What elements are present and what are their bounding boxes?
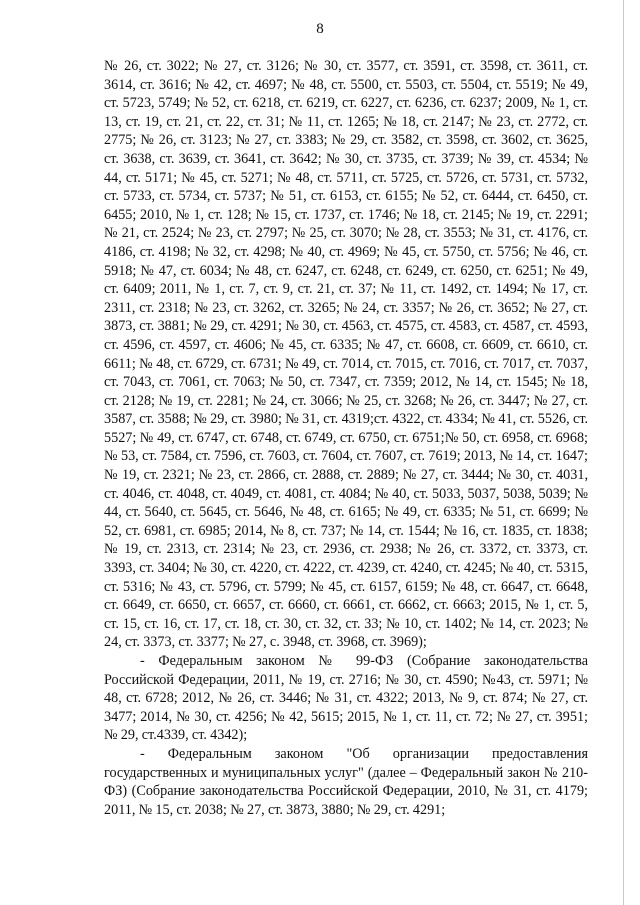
paragraph-continuation: № 26, ст. 3022; № 27, ст. 3126; № 30, ст. 3577, ст. 3591, ст. 3598, ст. 3611, ст. 3614, ст. 3616; № 42, ст. 4697; № 48, ст. 5500, ст. 5503, ст. 5504, ст. 5519; № 49, ст. 5723, 5749; № 52, ст. 6218, ст. 6219, ст. 6227, ст. 6236, ст. 6237; 2009, № 1, ст. 13, ст. 19, ст. 21, ст. 22, ст. 31; № 11, ст. 1265; № 18, ст. 2147; № 23, ст. 2772, ст. 2775; № 26, ст. 3123; № 27, ст. 3383; № 29, ст. 3582, ст. 3598, ст. 3602, ст. 3625, ст. 3638, ст. 3639, ст. 3641, ст. 3642; № 30, ст. 3735, ст. 3739; № 39, ст. 4534; № 44, ст. 5171; № 45, ст. 5271; № 48, ст. 5711, ст. 5725, ст. 5726, ст. 5731, ст. 5732, ст. 5733, ст. 5734, ст. 5737; № 51, ст. 6153, ст. 6155; № 52, ст. 6444, ст. 6450, ст. 6455; 2010, № 1, ст. 128; № 15, ст. 1737, ст. 1746; № 18, ст. 2145; № 19, ст. 2291; № 21, ст. 2524; № 23, ст. 2797; № 25, ст. 3070; № 28, ст. 3553; № 31, ст. 4176, ст. 4186, ст. 4198; № 32, ст. 4298; № 40, ст. 4969; № 45, ст. 5750, ст. 5756; № 46, ст. 5918; № 47, ст. 6034; № 48, ст. 6247, ст. 6248, ст. 6249, ст. 6250, ст. 6251; № 49, ст. 6409; 2011, № 1, ст. 7, ст. 9, ст. 21, ст. 37; № 11, ст. 1492, ст. 1494; № 17, ст. 2311, ст. 2318; № 23, ст. 3262, ст. 3265; № 24, ст. 3357; № 26, ст. 3652; № 27, ст. 3873, ст. 3881; № 29, ст. 4291; № 30, ст. 4563, ст. 4575, ст. 4583, ст. 4587, ст. 4593, ст. 4596, ст. 4597, ст. 4606; № 45, ст. 6335; № 47, ст. 6608, ст. 6609, ст. 6610, ст. 6611; № 48, ст. 6729, ст. 6731; № 49, ст. 7014, ст. 7015, ст. 7016, ст. 7017, ст. 7037, ст. 7043, ст. 7061, ст. 7063; № 50, ст. 7347, ст. 7359; 2012, № 14, ст. 1545; № 18, ст. 2128; № 19, ст. 2281; № 24, ст. 3066; № 25, ст. 3268; № 26, ст. 3447; № 27, ст. 3587, ст. 3588; № 29, ст. 3980; № 31, ст. 4319;ст. 4322, ст. 4334; № 41, ст. 5526, ст. 5527; № 49, ст. 6747, ст. 6748, ст. 6749, ст. 6750, ст. 6751;№ 50, ст. 6958, ст. 6968; № 53, ст. 7584, ст. 7596, ст. 7603, ст. 7604, ст. 7607, ст. 7619; 2013, № 14, ст. 1647; № 19, ст. 2321; № 23, ст. 2866, ст. 2888, ст. 2889; № 27, ст. 3444; № 30, ст. 4031, ст. 4046, ст. 4048, ст. 4049, ст. 4081, ст. 4084; № 40, ст. 5033, 5037, 5038, 5039; № 44, ст. 5640, ст. 5645, ст. 5646, № 48, ст. 6165; № 49, ст. 6335; № 51, ст. 6699; № 52, ст. 6981, ст. 6985; 2014, № 8, ст. 737; № 14, ст. 1544; № 16, ст. 1835, ст. 1838; № 19, ст. 2313, ст. 2314; № 23, ст. 2936, ст. 2938; № 26, ст. 3372, ст. 3373, ст. 3393, ст. 3404; № 30, ст. 4220, ст. 4222, ст. 4239, ст. 4240, ст. 4245; № 40, ст. 5315, ст. 5316; № 43, ст. 5796, ст. 5799; № 45, ст. 6157, 6159; № 48, ст. 6647, ст. 6648, ст. 6649, ст. 6650, ст. 6657, ст. 6660, ст. 6661, ст. 6662, ст. 6663; 2015, № 1, ст. 5, ст. 15, ст. 16, ст. 17, ст. 18, ст. 30, ст. 32, ст. 33; № 10, ст. 1402; № 14, ст. 2023; № 24, ст. 3373, ст. 3377; № 27, с. 3948, ст. 3968, ст. 3969); xyxy=(104,58,588,651)
document-body xyxy=(104,57,588,819)
paragraph-law-210fz: - Федеральным законом "Об организации предоставления государственных и муниципальных услуг" (далее – Федеральный закон № 210-ФЗ) (Собрание законодательства Российской Федерации, 2010, № 31, ст. 4179; 2011, № 15, ст. 2038; № 27, ст. 3873, 3880; № 29, ст. 4291; xyxy=(104,745,588,818)
page-edge xyxy=(623,0,624,905)
paragraph-law-99fz: - Федеральным законом № 99-ФЗ (Собрание законодательства Российской Федерации, 2011, № 19, ст. 2716; № 30, ст. 4590; №43, ст. 5971; № 48, ст. 6728; 2012, № 26, ст. 3446; № 31, ст. 4322; 2013, № 9, ст. 874; № 27, ст. 3477; 2014, № 30, ст. 4256; № 42, 5615; 2015, № 1, ст. 11, ст. 72; № 27, ст. 3951; № 29, ст.4339, ст. 4342); xyxy=(104,653,588,744)
page-number: 8 xyxy=(316,21,324,37)
